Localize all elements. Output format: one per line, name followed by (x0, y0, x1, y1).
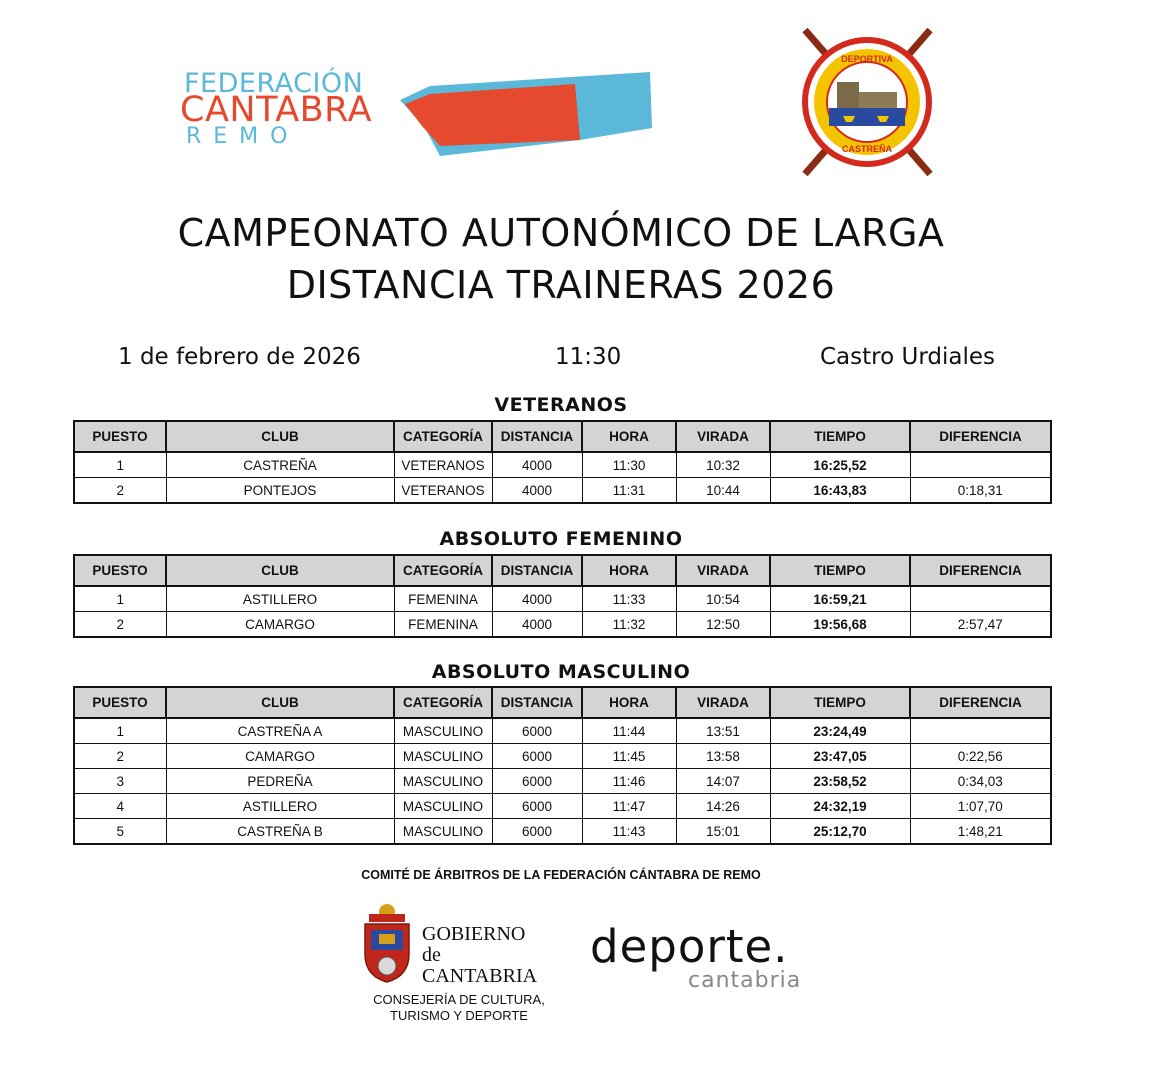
table-row (74, 744, 1051, 769)
cell-total-time: 24:32,19 (770, 794, 910, 819)
column-header-start-time: HORA (582, 687, 676, 718)
fcr-logo-line2: CANTABRA (180, 90, 373, 130)
column-header-position: PUESTO (74, 555, 166, 586)
column-header-total-time: TIEMPO (770, 555, 910, 586)
deporte-wordmark: deporte. (590, 920, 789, 973)
cell-start-time: 11:30 (582, 452, 676, 478)
cell-start-time: 11:44 (582, 718, 676, 744)
column-header-club: CLUB (166, 555, 394, 586)
column-header-club: CLUB (166, 421, 394, 452)
cell-category: VETERANOS (394, 452, 492, 478)
cell-total-time: 16:59,21 (770, 586, 910, 612)
cell-turn-time: 13:51 (676, 718, 770, 744)
event-place: Castro Urdiales (820, 344, 995, 370)
cell-position: 2 (74, 744, 166, 769)
cell-start-time: 11:33 (582, 586, 676, 612)
cell-start-time: 11:32 (582, 612, 676, 638)
sociedad-deportiva-remo-castrena-logo (795, 22, 940, 182)
gobierno-line3: CANTABRIA (422, 965, 538, 987)
cell-club: CASTREÑA B (166, 819, 394, 845)
cell-position: 4 (74, 794, 166, 819)
section-title-masculino: ABSOLUTO MASCULINO (431, 661, 691, 683)
table-row (74, 478, 1051, 504)
cell-difference: 0:22,56 (910, 744, 1051, 769)
committee-label: COMITÉ DE ÁRBITROS DE LA FEDERACIÓN CÁNTABRA DE REMO (361, 868, 761, 882)
column-header-distance: DISTANCIA (492, 687, 582, 718)
cell-difference (910, 452, 1051, 478)
cell-category: FEMENINA (394, 612, 492, 638)
cell-category: MASCULINO (394, 794, 492, 819)
cell-turn-time: 15:01 (676, 819, 770, 845)
cell-start-time: 11:46 (582, 769, 676, 794)
column-header-category: CATEGORÍA (394, 555, 492, 586)
table-row (74, 452, 1051, 478)
column-header-category: CATEGORÍA (394, 421, 492, 452)
cell-position: 2 (74, 612, 166, 638)
column-header-total-time: TIEMPO (770, 421, 910, 452)
consejeria-line1: CONSEJERÍA DE CULTURA, (373, 992, 545, 1007)
section-title-femenino: ABSOLUTO FEMENINO (439, 528, 683, 550)
column-header-position: PUESTO (74, 687, 166, 718)
coat-of-arms-icon (357, 902, 417, 984)
oar-icon (400, 68, 655, 156)
cell-turn-time: 12:50 (676, 612, 770, 638)
federacion-cantabra-remo-logo (180, 64, 655, 156)
consejeria-line2: TURISMO Y DEPORTE (390, 1008, 528, 1023)
cell-club: PEDREÑA (166, 769, 394, 794)
cell-club: ASTILLERO (166, 586, 394, 612)
table-row (74, 612, 1051, 638)
cell-distance: 6000 (492, 744, 582, 769)
cell-difference: 1:48,21 (910, 819, 1051, 845)
cell-distance: 4000 (492, 586, 582, 612)
cell-turn-time: 13:58 (676, 744, 770, 769)
table-row (74, 769, 1051, 794)
cell-turn-time: 10:44 (676, 478, 770, 504)
cell-position: 3 (74, 769, 166, 794)
cell-category: MASCULINO (394, 769, 492, 794)
cell-start-time: 11:31 (582, 478, 676, 504)
column-header-category: CATEGORÍA (394, 687, 492, 718)
cell-difference: 0:34,03 (910, 769, 1051, 794)
table-row (74, 586, 1051, 612)
cell-club: CASTREÑA A (166, 718, 394, 744)
cell-position: 1 (74, 452, 166, 478)
cell-distance: 6000 (492, 718, 582, 744)
fcr-logo-line3: REMO (186, 124, 300, 149)
cell-club: CAMARGO (166, 612, 394, 638)
cell-total-time: 25:12,70 (770, 819, 910, 845)
column-header-start-time: HORA (582, 555, 676, 586)
cell-distance: 4000 (492, 478, 582, 504)
cell-difference (910, 586, 1051, 612)
cell-turn-time: 10:32 (676, 452, 770, 478)
table-row (74, 794, 1051, 819)
table-row (74, 819, 1051, 845)
cell-position: 2 (74, 478, 166, 504)
consejeria-label (355, 992, 563, 1024)
cell-difference: 0:18,31 (910, 478, 1051, 504)
event-date: 1 de febrero de 2026 (118, 344, 361, 370)
cell-club: ASTILLERO (166, 794, 394, 819)
table-row (74, 718, 1051, 744)
cell-club: PONTEJOS (166, 478, 394, 504)
gobierno-cantabria-logo (355, 902, 585, 1027)
cell-difference: 2:57,47 (910, 612, 1051, 638)
cell-total-time: 23:58,52 (770, 769, 910, 794)
cell-category: VETERANOS (394, 478, 492, 504)
cell-start-time: 11:47 (582, 794, 676, 819)
cell-turn-time: 14:26 (676, 794, 770, 819)
cell-distance: 6000 (492, 769, 582, 794)
gobierno-name (422, 924, 537, 987)
column-header-total-time: TIEMPO (770, 687, 910, 718)
cell-distance: 4000 (492, 452, 582, 478)
column-header-turn-time: VIRADA (676, 555, 770, 586)
cell-total-time: 19:56,68 (770, 612, 910, 638)
cell-category: MASCULINO (394, 744, 492, 769)
event-time: 11:30 (555, 344, 622, 370)
gobierno-line2: de (422, 944, 441, 966)
column-header-difference: DIFERENCIA (910, 421, 1051, 452)
page-title-line2: DISTANCIA TRAINERAS 2026 (286, 263, 836, 307)
section-title-veteranos: VETERANOS (494, 394, 628, 416)
cell-turn-time: 10:54 (676, 586, 770, 612)
cell-position: 1 (74, 586, 166, 612)
cell-category: MASCULINO (394, 718, 492, 744)
gobierno-line1: GOBIERNO (422, 923, 526, 945)
fcr-logo-line1: FEDERACIÓN (184, 68, 364, 99)
cell-difference: 1:07,70 (910, 794, 1051, 819)
page-title-line1: CAMPEONATO AUTONÓMICO DE LARGA (177, 211, 945, 255)
column-header-turn-time: VIRADA (676, 421, 770, 452)
svg-text:CASTREÑA: CASTREÑA (841, 144, 893, 154)
cell-turn-time: 14:07 (676, 769, 770, 794)
cell-position: 5 (74, 819, 166, 845)
cell-club: CAMARGO (166, 744, 394, 769)
cell-total-time: 16:43,83 (770, 478, 910, 504)
cantabria-wordmark: cantabria (688, 968, 802, 993)
cell-distance: 6000 (492, 819, 582, 845)
cell-total-time: 23:47,05 (770, 744, 910, 769)
column-header-difference: DIFERENCIA (910, 687, 1051, 718)
cell-distance: 4000 (492, 612, 582, 638)
column-header-turn-time: VIRADA (676, 687, 770, 718)
cell-total-time: 23:24,49 (770, 718, 910, 744)
cell-start-time: 11:45 (582, 744, 676, 769)
cell-difference (910, 718, 1051, 744)
cell-club: CASTREÑA (166, 452, 394, 478)
column-header-club: CLUB (166, 687, 394, 718)
column-header-distance: DISTANCIA (492, 555, 582, 586)
cell-total-time: 16:25,52 (770, 452, 910, 478)
column-header-position: PUESTO (74, 421, 166, 452)
results-table-masculino (73, 686, 1052, 845)
column-header-distance: DISTANCIA (492, 421, 582, 452)
deporte-cantabria-logo (590, 922, 820, 1002)
svg-text:DEPORTIVA: DEPORTIVA (841, 54, 893, 64)
cell-position: 1 (74, 718, 166, 744)
cell-category: MASCULINO (394, 819, 492, 845)
results-table-femenino (73, 554, 1052, 638)
column-header-difference: DIFERENCIA (910, 555, 1051, 586)
cell-distance: 6000 (492, 794, 582, 819)
column-header-start-time: HORA (582, 421, 676, 452)
results-table-veteranos (73, 420, 1052, 504)
cell-start-time: 11:43 (582, 819, 676, 845)
cell-category: FEMENINA (394, 586, 492, 612)
